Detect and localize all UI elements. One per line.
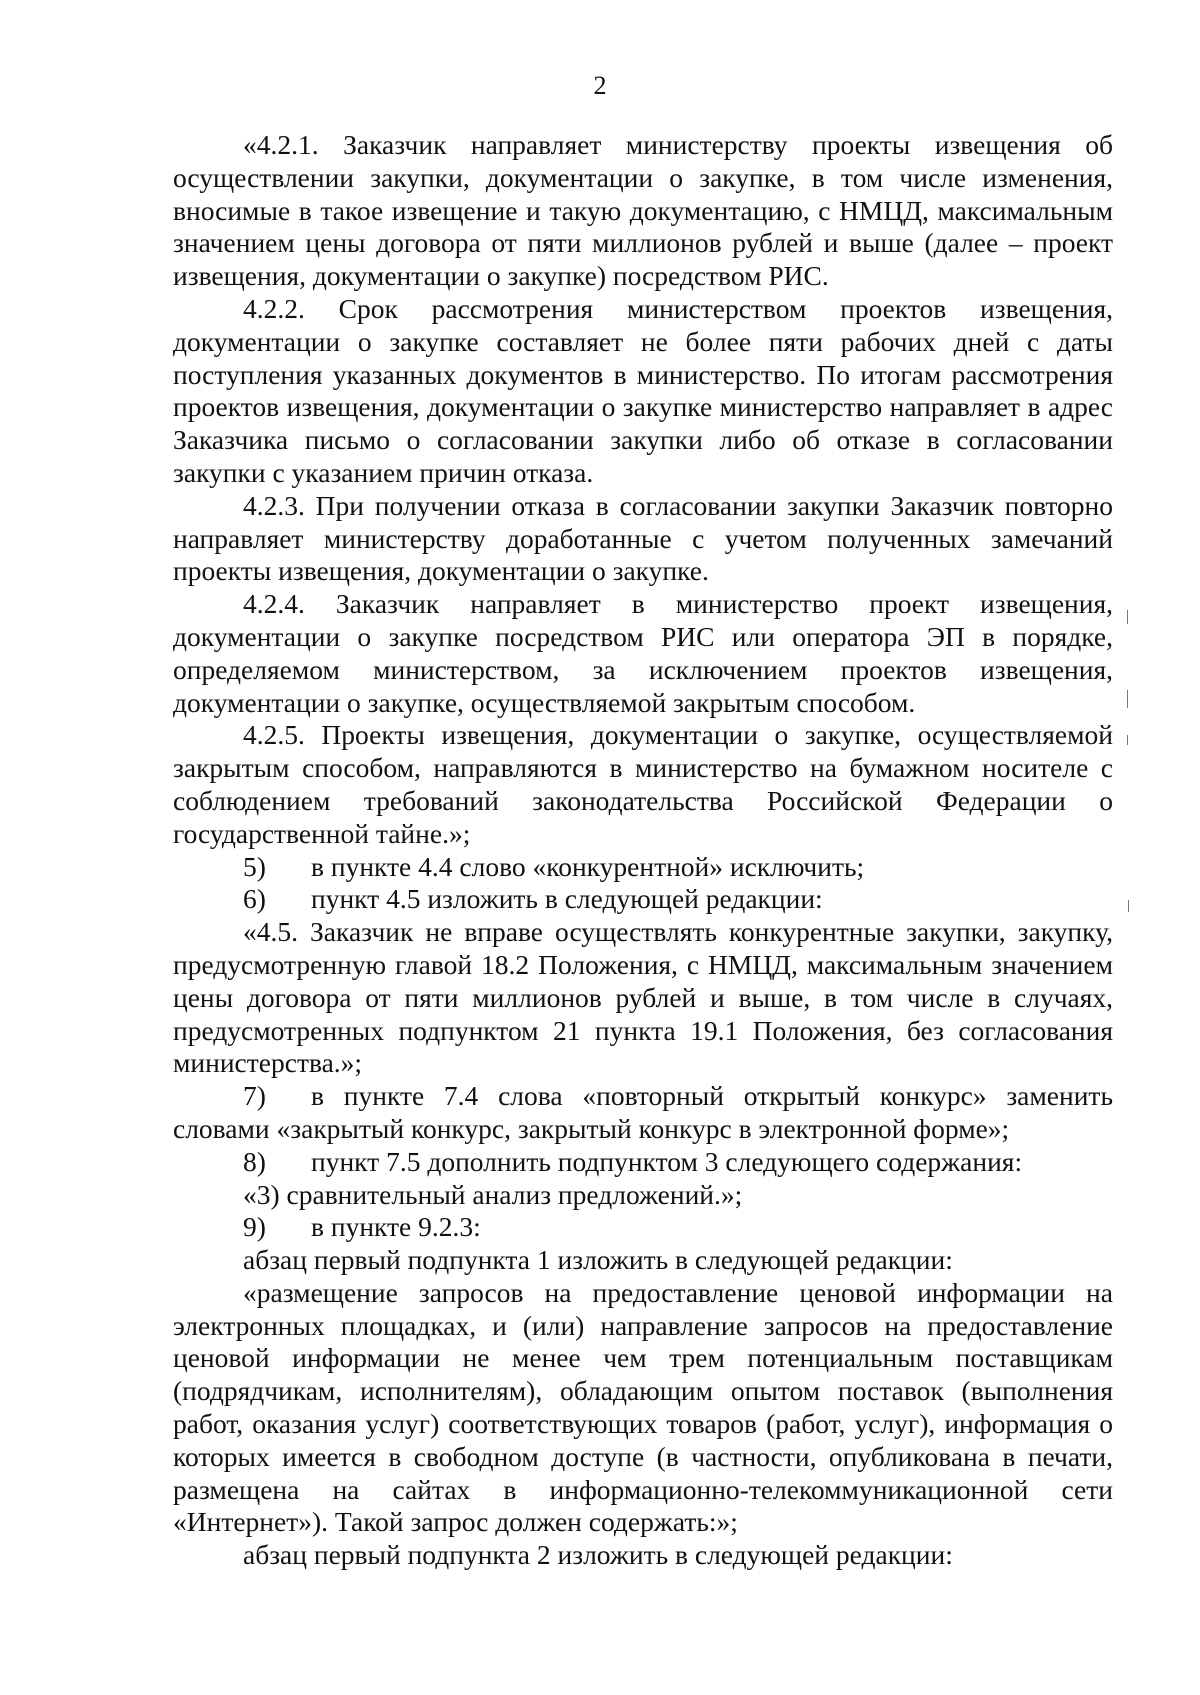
paragraph — [173, 1539, 1113, 1572]
document-body — [173, 129, 1113, 1572]
paragraph — [173, 1277, 1113, 1539]
paragraph-text: 4.2.4. Заказчик направляет в министерство проект извещения, документации о закупке посредством РИС или оператора ЭП в порядке, определяемом министерством, за исключением проектов извещения, документации о закупке, осуществляемой закрытым способом. — [173, 588, 1113, 718]
paragraph — [173, 1146, 1113, 1179]
paragraph-text: 4.2.3. При получении отказа в согласовании закупки Заказчик повторно направляет министерству доработанные с учетом полученных замечаний проекты извещения, документации о закупке. — [173, 489, 1113, 587]
paragraph-text: «3) сравнительный анализ предложений.»; — [243, 1178, 743, 1210]
paragraph-text: абзац первый подпункта 2 изложить в следующей редакции: — [243, 1539, 953, 1571]
scan-artifact — [1127, 610, 1128, 624]
paragraph-text: 4.2.2. Срок рассмотрения министерством проектов извещения, документации о закупке составляет не более пяти рабочих дней с даты поступления указанных документов в министерство. По итогам рассмотрения проектов извещения, документации о закупке министерство направляет в адрес Заказчика письмо о согласовании закупки либо об отказе в согласовании закупки с указанием причин отказа. — [173, 292, 1113, 488]
paragraph — [173, 588, 1113, 719]
paragraph — [173, 883, 1113, 916]
list-item-number: 6) — [243, 883, 266, 915]
scan-artifact — [1127, 735, 1128, 745]
paragraph-text: «4.5. Заказчик не вправе осуществлять конкурентные закупки, закупку, предусмотренную главой 18.2 Положения, с НМЦД, максимальным значением цены договора от пяти миллионов рублей и выше, в том числе в случаях, предусмотренных подпунктом 21 пункта 19.1 Положения, без согласования министерства.»; — [173, 916, 1113, 1079]
paragraph — [173, 1211, 1113, 1244]
list-item-number: 8) — [243, 1145, 266, 1177]
paragraph — [173, 490, 1113, 588]
paragraph — [173, 719, 1113, 850]
page-number: 2 — [593, 71, 607, 100]
list-item-number: 9) — [243, 1211, 266, 1243]
scan-artifact — [1127, 690, 1128, 708]
paragraph — [173, 916, 1113, 1080]
list-item-number: 7) — [243, 1080, 266, 1112]
paragraph-text: в пункте 9.2.3: — [311, 1211, 481, 1243]
paragraph — [173, 1244, 1113, 1277]
paragraph-text: в пункте 7.4 слова «повторный открытый конкурс» заменить словами «закрытый конкурс, закрытый конкурс в электронной форме»; — [173, 1080, 1113, 1144]
paragraph-text: в пункте 4.4 слово «конкурентной» исключить; — [311, 850, 865, 882]
paragraph-text: пункт 4.5 изложить в следующей редакции: — [311, 883, 823, 915]
paragraph — [173, 1179, 1113, 1212]
paragraph — [173, 851, 1113, 884]
paragraph-text: «размещение запросов на предоставление ценовой информации на электронных площадках, и (или) направление запросов на предоставление ценовой информации не менее чем трем потенциальным поставщикам (подрядчикам, исполнителям), обладающим опытом поставок (выполнения работ, оказания услуг) соответствующих товаров (работ, услуг), информация о которых имеется в свободном доступе (в частности, опубликована в печати, размещена на сайтах в информационно-телекоммуникационной сети «Интернет»). Такой запрос должен содержать:»; — [173, 1276, 1113, 1538]
scan-artifact — [1128, 900, 1129, 912]
paragraph — [173, 129, 1113, 293]
list-item-number: 5) — [243, 850, 266, 882]
paragraph-text: «4.2.1. Заказчик направляет министерству проекты извещения об осуществлении закупки, документации о закупке, в том числе изменения, вносимые в такое извещение и такую документацию, с НМЦД, максимальным значением цены договора от пяти миллионов рублей и выше (далее – проект извещения, документации о закупке) посредством РИС. — [173, 129, 1113, 292]
paragraph — [173, 293, 1113, 490]
paragraph-text: абзац первый подпункта 1 изложить в следующей редакции: — [243, 1244, 953, 1276]
paragraph-text: 4.2.5. Проекты извещения, документации о закупке, осуществляемой закрытым способом, направляются в министерство на бумажном носителе с соблюдением требований законодательства Российской Федерации о государственной тайне.»; — [173, 719, 1113, 849]
paragraph — [173, 1080, 1113, 1146]
paragraph-text: пункт 7.5 дополнить подпунктом 3 следующего содержания: — [311, 1145, 1023, 1177]
